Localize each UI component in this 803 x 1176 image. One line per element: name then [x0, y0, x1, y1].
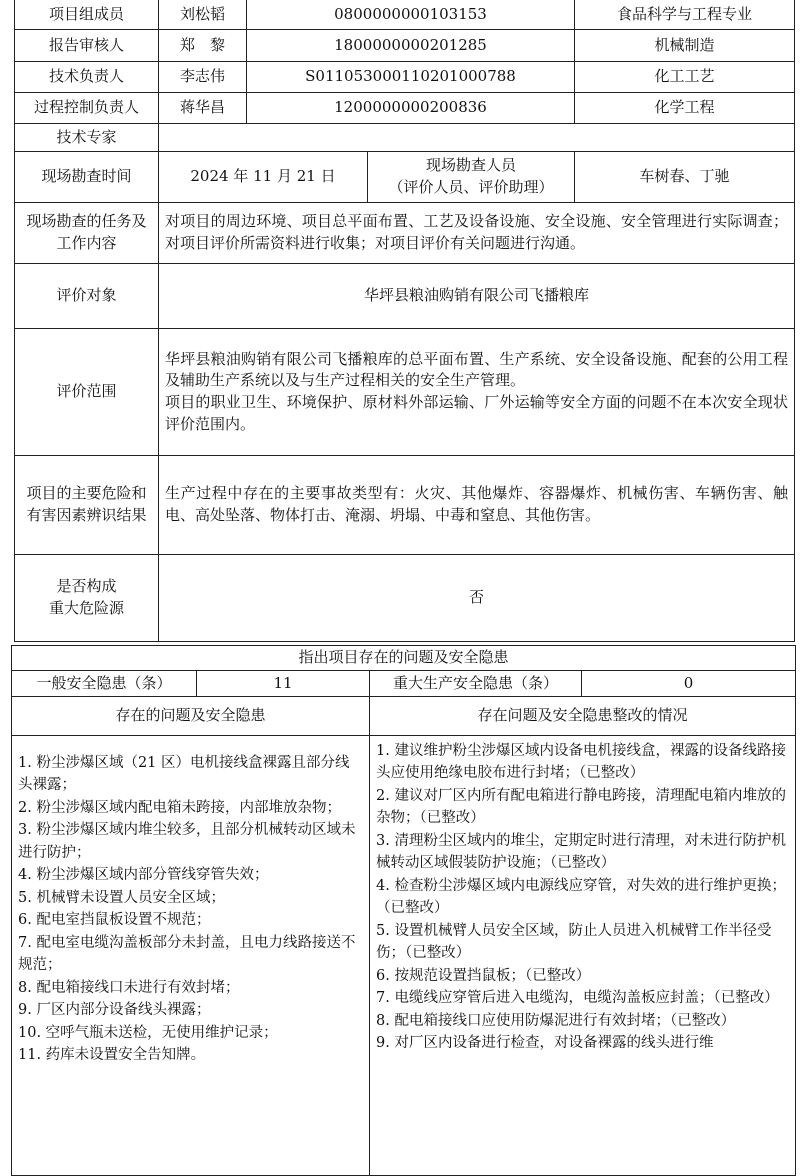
expert-label: 技术专家 [15, 124, 159, 152]
member-name: 郑 黎 [159, 30, 247, 62]
fix-item: 9. 对厂区内设备进行检查，对设备裸露的线头进行维 [376, 1035, 714, 1052]
major-hazard-label-line1: 是否构成 [56, 577, 117, 596]
member-name: 刘松韬 [159, 0, 247, 30]
members-table [14, 0, 795, 642]
member-major: 机械制造 [575, 30, 795, 62]
fix-item: 4. 检查粉尘涉爆区域内电源线应穿管，对失效的进行维护更换；（已整改） [376, 877, 786, 917]
survey-people-label [368, 152, 575, 203]
member-cert: 0800000000103153 [247, 0, 575, 30]
major-hazard-value: 否 [159, 555, 795, 642]
expert-value [159, 124, 795, 152]
fixes-list [370, 736, 796, 1176]
hazard-row [15, 456, 795, 555]
issues-columns-row [12, 697, 796, 736]
major-hazard-label [15, 555, 159, 642]
fix-item: 8. 配电箱接线口应使用防爆泥进行有效封堵；（已整改） [376, 1012, 736, 1029]
general-count-value: 11 [197, 671, 370, 697]
issue-item: 11. 药库未设置安全告知牌。 [18, 1047, 206, 1064]
member-row [15, 93, 795, 124]
member-row [15, 30, 795, 62]
issue-item: 7. 配电室电缆沟盖板部分未封盖，且电力线路接送不规范； [18, 934, 356, 974]
issue-item: 6. 配电室挡鼠板设置不规范； [18, 912, 211, 929]
object-label: 评价对象 [15, 264, 159, 329]
fix-item: 2. 建议对厂区内所有配电箱进行静电跨接，清理配电箱内堆放的杂物；（已整改） [376, 787, 786, 827]
member-cert: 1800000000201285 [247, 30, 575, 62]
col-issues-header: 存在的问题及安全隐患 [12, 697, 370, 736]
object-value: 华坪县粮油购销有限公司飞播粮库 [159, 264, 795, 329]
major-hazard-label-line2: 重大危险源 [48, 599, 124, 617]
fix-item: 1. 建议维护粉尘涉爆区域内设备电机接线盒，裸露的设备线路接头应使用绝缘电胶布进行封堵；（已整改） [376, 743, 786, 782]
issue-item: 2. 粉尘涉爆区域内配电箱未跨接，内部堆放杂物； [18, 799, 341, 816]
task-content: 对项目的周边环境、项目总平面布置、工艺及设备设施、安全设施、安全管理进行实际调查；对项目评价所需资料进行收集；对项目评价有关问题进行沟通。 [159, 203, 795, 264]
issues-title: 指出项目存在的问题及安全隐患 [12, 646, 796, 671]
member-role: 过程控制负责人 [15, 93, 159, 124]
member-cert: S011053000110201000788 [247, 62, 575, 93]
issues-body-table [11, 735, 796, 1176]
hazard-content: 生产过程中存在的主要事故类型有：火灾、其他爆炸、容器爆炸、机械伤害、车辆伤害、触电、高处坠落、物体打击、淹溺、坍塌、中毒和窒息、其他伤害。 [159, 456, 795, 555]
issue-item: 9. 厂区内部分设备线头裸露； [18, 1002, 211, 1019]
fix-item: 5. 设置机械臂人员安全区域，防止人员进入机械臂工作半径受伤；（已整改） [376, 922, 772, 962]
survey-row [15, 152, 795, 203]
member-name: 蒋华昌 [159, 93, 247, 124]
member-row [15, 0, 795, 30]
member-name: 李志伟 [159, 62, 247, 93]
general-count-label: 一般安全隐患（条） [12, 671, 197, 697]
issue-item: 8. 配电箱接线口未进行有效封堵； [18, 979, 240, 996]
member-role: 报告审核人 [15, 30, 159, 62]
survey-people-label-line2: （评价人员、评价助理） [388, 178, 554, 196]
scope-label: 评价范围 [15, 329, 159, 456]
scope-row [15, 329, 795, 456]
fix-item: 7. 电缆线应穿管后进入电缆沟，电缆沟盖板应封盖；（已整改） [376, 990, 779, 1007]
object-row [15, 264, 795, 329]
expert-row [15, 124, 795, 152]
counts-row [12, 671, 796, 697]
issues-list [12, 736, 370, 1176]
issue-item: 4. 粉尘涉爆区域内部分管线穿管失效； [18, 867, 269, 884]
major-hazard-row [15, 555, 795, 642]
member-cert: 1200000000200836 [247, 93, 575, 124]
survey-people-label-line1: 现场勘查人员 [425, 156, 516, 175]
issues-body-row [12, 736, 796, 1176]
scope-para-2: 项目的职业卫生、环境保护、原材料外部运输、厂外运输等安全方面的问题不在本次安全现状评价范围内。 [165, 393, 788, 433]
member-major: 化学工程 [575, 93, 795, 124]
member-role: 技术负责人 [15, 62, 159, 93]
scope-para-1: 华坪县粮油购销有限公司飞播粮库的总平面布置、生产系统、安全设备设施、配套的公用工程及辅助生产系统以及与生产过程相关的安全生产管理。 [165, 349, 788, 390]
survey-time-value: 2024 年 11 月 21 日 [159, 152, 368, 203]
member-row [15, 62, 795, 93]
member-major: 食品科学与工程专业 [575, 0, 795, 30]
member-major: 化工工艺 [575, 62, 795, 93]
major-count-label: 重大生产安全隐患（条） [370, 671, 582, 697]
fix-item: 6. 按规范设置挡鼠板；（已整改） [376, 967, 591, 984]
issue-item: 3. 粉尘涉爆区域内堆尘较多，且部分机械转动区域未进行防护； [18, 822, 356, 861]
scope-content [159, 329, 795, 456]
major-count-value: 0 [582, 671, 796, 697]
task-row [15, 203, 795, 264]
issue-item: 5. 机械臂未设置人员安全区域； [18, 889, 225, 906]
hazard-label: 项目的主要危险和有害因素辨识结果 [15, 456, 159, 555]
issue-item: 1. 粉尘涉爆区域（21 区）电机接线盒裸露且部分线头裸露； [18, 755, 350, 794]
issues-header-table [11, 645, 796, 736]
fix-item: 3. 清理粉尘区域内的堆尘，定期定时进行清理，对未进行防护机械转动区域假装防护设施；（已整改） [376, 832, 786, 872]
issues-title-row [12, 646, 796, 671]
member-role: 项目组成员 [15, 0, 159, 30]
task-label: 现场勘查的任务及工作内容 [15, 203, 159, 264]
issue-item: 10. 空呼气瓶未送检，无使用维护记录； [18, 1024, 278, 1041]
col-fixes-header: 存在问题及安全隐患整改的情况 [370, 697, 796, 736]
survey-people-value: 车树春、丁驰 [575, 152, 795, 203]
survey-time-label: 现场勘查时间 [15, 152, 159, 203]
